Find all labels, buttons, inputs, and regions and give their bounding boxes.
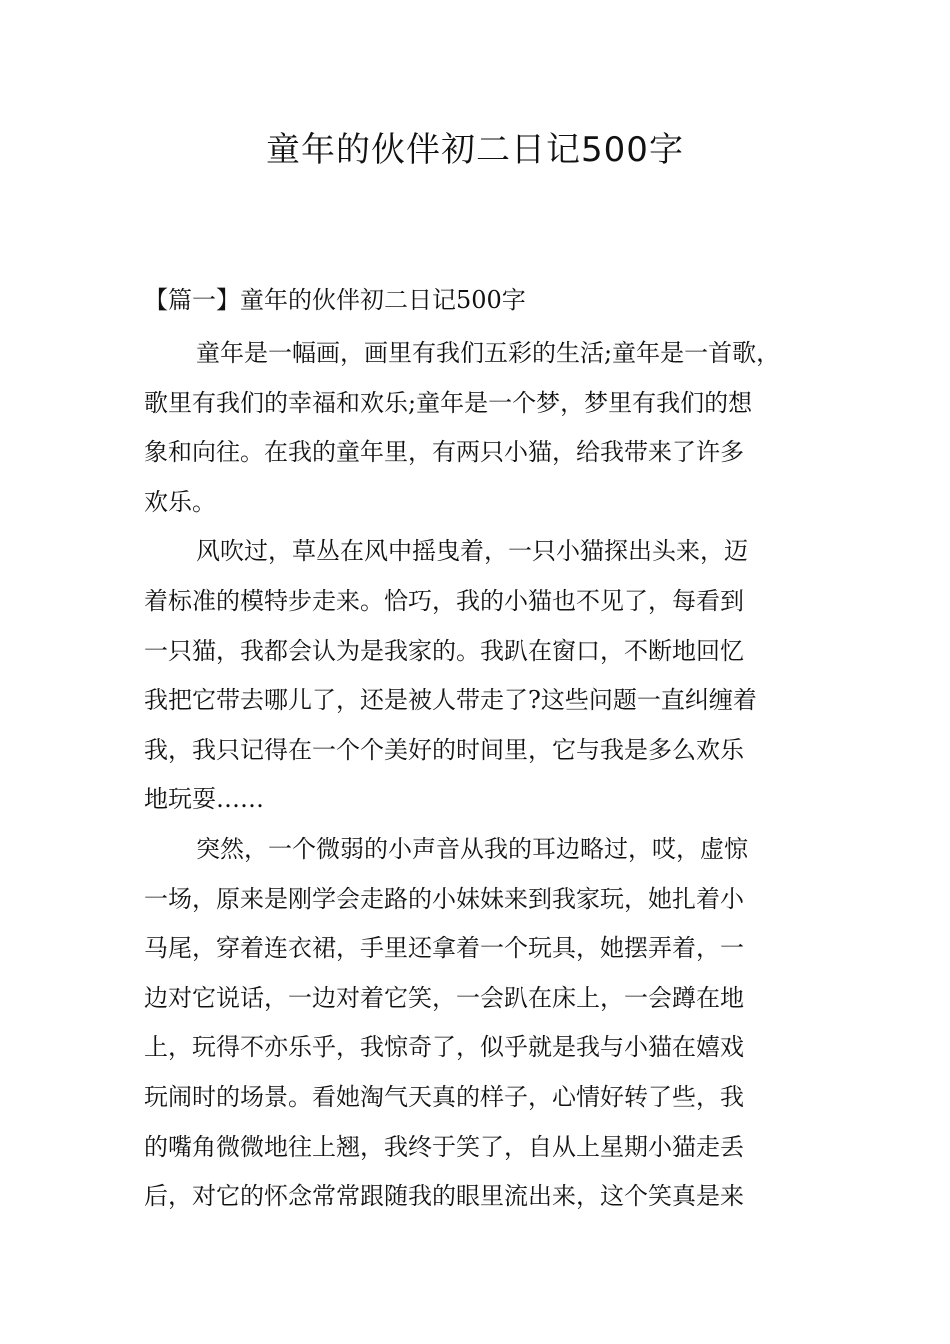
paragraph-line: 童年是一幅画，画里有我们五彩的生活;童年是一首歌， [196,339,781,367]
paragraph-line: 上，玩得不亦乐乎，我惊奇了，似乎就是我与小猫在嬉戏 [144,1033,744,1062]
paragraph-line: 边对它说话，一边对着它笑，一会趴在床上，一会蹲在地 [144,983,744,1012]
paragraph-line: 一场，原来是刚学会走路的小妹妹来到我家玩，她扎着小 [144,884,744,913]
paragraph-line: 歌里有我们的幸福和欢乐;童年是一个梦，梦里有我们的想 [144,388,753,417]
paragraph-line: 我，我只记得在一个个美好的时间里，它与我是多么欢乐 [144,735,744,764]
paragraph-line: 地玩耍…… [144,785,264,814]
paragraph-1 [144,329,812,527]
paragraph-line: 象和向往。在我的童年里，有两只小猫，给我带来了许多 [144,438,744,467]
section-heading: 【篇一】童年的伙伴初二日记500字 [144,286,526,314]
document-body [144,280,812,1222]
paragraph-line: 我把它带去哪儿了，还是被人带走了?这些问题一直纠缠着 [144,686,757,715]
paragraph-line: 欢乐。 [144,487,216,516]
paragraph-line: 玩闹时的场景。看她淘气天真的样子，心情好转了些，我 [144,1082,744,1111]
paragraph-line: 风吹过，草丛在风中摇曳着，一只小猫探出头来，迈 [196,537,748,566]
paragraph-line: 的嘴角微微地往上翘，我终于笑了，自从上星期小猫走丢 [144,1132,744,1161]
paragraph-line: 后，对它的怀念常常跟随我的眼里流出来，这个笑真是来 [144,1182,744,1211]
paragraph-line: 马尾，穿着连衣裙，手里还拿着一个玩具，她摆弄着，一 [144,934,744,963]
paragraph-line: 突然，一个微弱的小声音从我的耳边略过，哎，虚惊 [196,834,748,863]
paragraph-line: 一只猫，我都会认为是我家的。我趴在窗口，不断地回忆 [144,636,744,665]
paragraph-3 [144,825,812,1222]
paragraph-line: 着标准的模特步走来。恰巧，我的小猫也不见了，每看到 [144,586,744,615]
paragraph-2 [144,527,812,825]
document-title: 童年的伙伴初二日记500字 [266,130,684,170]
